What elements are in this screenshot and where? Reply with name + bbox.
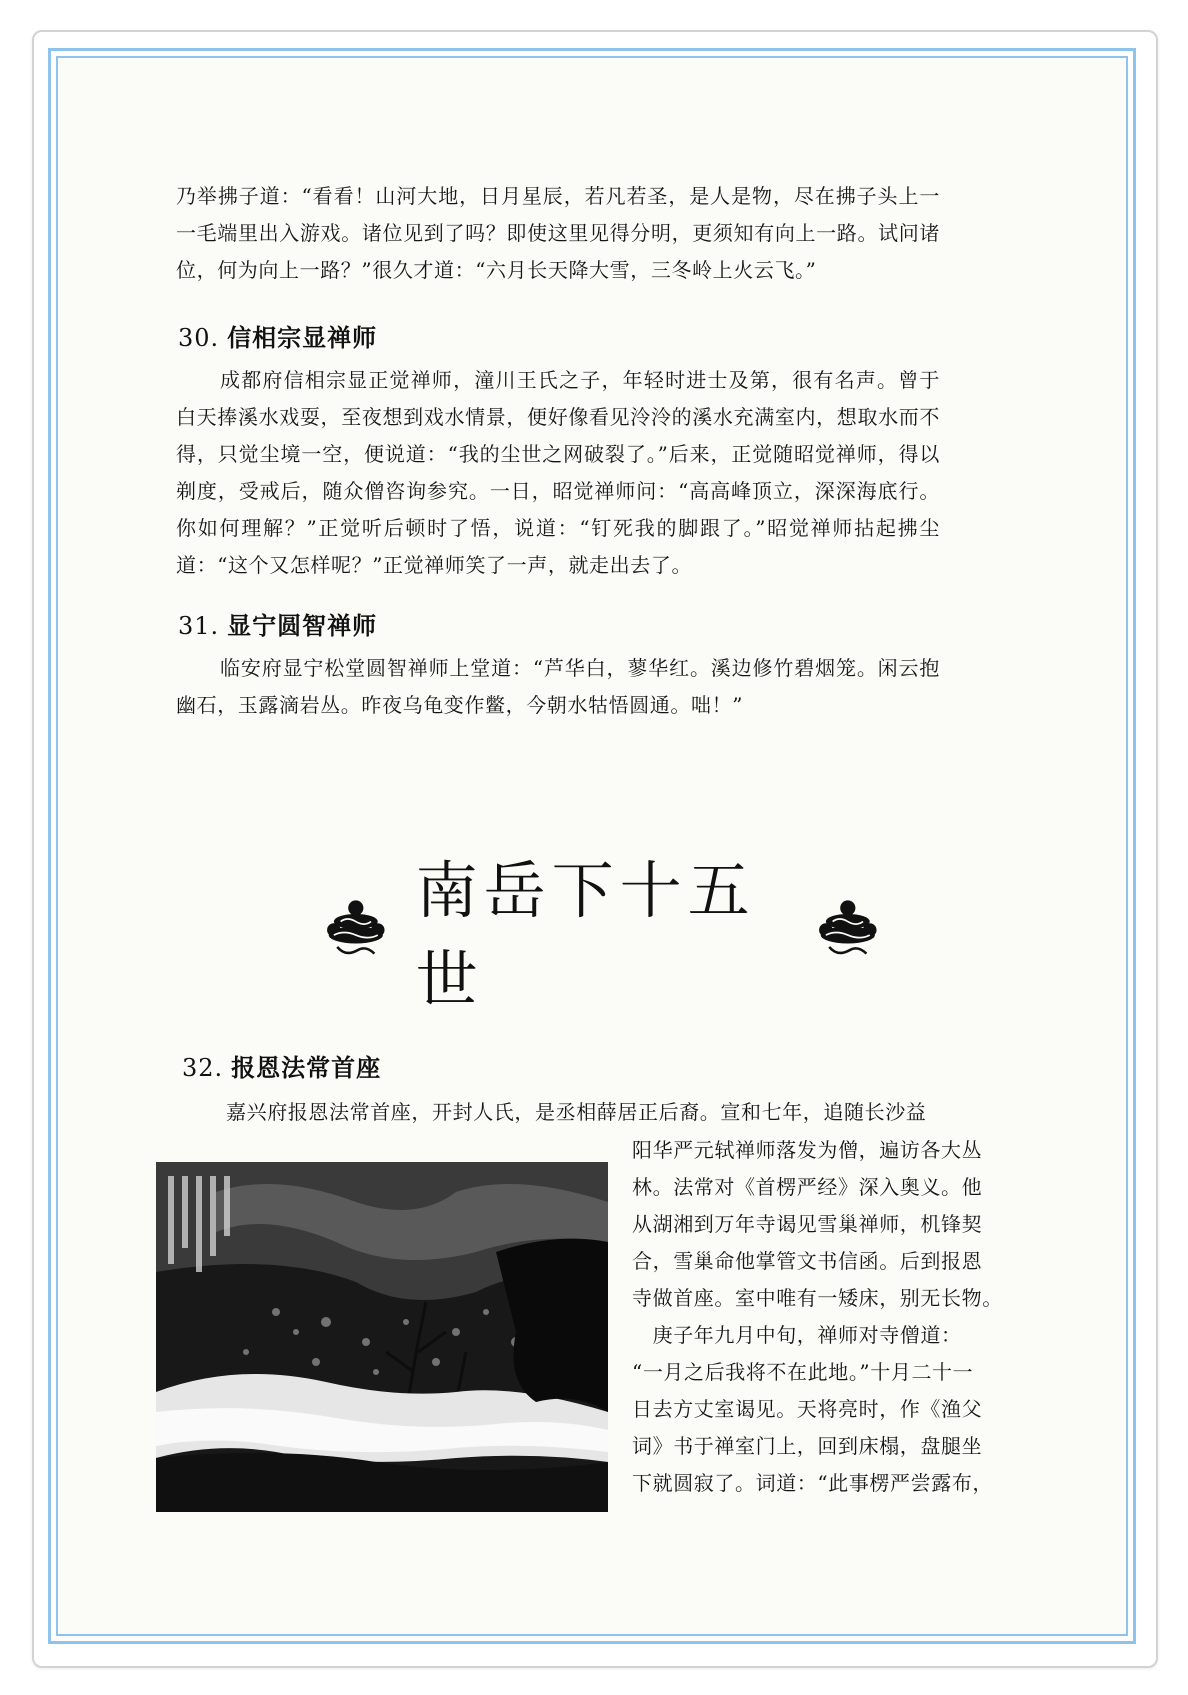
text-line: 林。法常对《首楞严经》深入奥义。他 [632,1175,983,1199]
landscape-image [156,1162,608,1512]
section-30-number: 30. [178,324,220,352]
text-line: “一月之后我将不在此地。”十月二十一 [632,1360,974,1384]
cloud-ornament-icon [814,893,882,967]
section-32-title: 报恩法常首座 [231,1053,382,1082]
text-line: 词》书于禅室门上，回到床榻，盘腿坐 [632,1434,983,1458]
section-31-title: 显宁圆智禅师 [227,611,378,640]
section-32-intro: 嘉兴府报恩法常首座，开封人氏，是丞相薛居正后裔。宣和七年，追随长沙益 [226,1100,927,1124]
text-line: 从湖湘到万年寺谒见雪巢禅师，机锋契 [632,1212,983,1236]
text-line: 日去方丈室谒见。天将亮时，作《渔父 [632,1397,983,1421]
section-30-body: 成都府信相宗显正觉禅师，潼川王氏之子，年轻时进士及第，很有名声。曾于白天捧溪水戏耍，至夜想到戏水情景，便好像看见泠泠的溪水充满室内，想取水而不得，只觉尘境一空，便说道：“我的尘世之网破裂了。”后来，正觉随昭觉禅师，得以剃度，受戒后，随众僧咨询参究。一日，昭觉禅师问：“高高峰顶立，深深海底行。你如何理解？”正觉听后顿时了悟，说道：“钉死我的脚跟了。”昭觉禅师拈起拂尘道：“这个又怎样呢？”正觉禅师笑了一声，就走出去了。 [176,368,940,577]
section-32-number: 32. [182,1054,224,1082]
section-32-heading [182,1048,381,1083]
section-30-title: 信相宗显禅师 [227,323,378,352]
text-line: 合，雪巢命他掌管文书信函。后到报恩 [632,1249,983,1273]
text-line: 寺做首座。室中唯有一矮床，别无长物。 [632,1286,1003,1310]
text-line: 庚子年九月中旬，禅师对寺僧道： [632,1323,962,1347]
ink-landscape-painting [156,1162,608,1512]
section-30-heading [178,318,377,353]
section-32-column [632,1132,1003,1502]
text-line: 下就圆寂了。词道：“此事楞严尝露布， [632,1471,994,1495]
section-31-heading [178,606,377,641]
cloud-ornament-icon [322,893,390,967]
text-line: 阳华严元轼禅师落发为僧，遍访各大丛 [632,1138,983,1162]
chapter-title: 南岳下十五世 [415,854,756,1016]
section-31-number: 31. [178,612,220,640]
section-31-body: 临安府显宁松堂圆智禅师上堂道：“芦华白，蓼华红。溪边修竹碧烟笼。闲云抱幽石，玉露滴岩丛。昨夜乌龟变作鳖，今朝水牯悟圆通。咄！” [176,656,940,717]
chapter-banner [322,854,882,1016]
paragraph-top: 乃举拂子道：“看看！山河大地，日月星辰，若凡若圣，是人是物，尽在拂子头上一一毛端里出入游戏。诸位见到了吗？即使这里见得分明，更须知有向上一路。试问诸位，何为向上一路？”很久才道：“六月长天降大雪，三冬岭上火云飞。” [176,184,940,282]
